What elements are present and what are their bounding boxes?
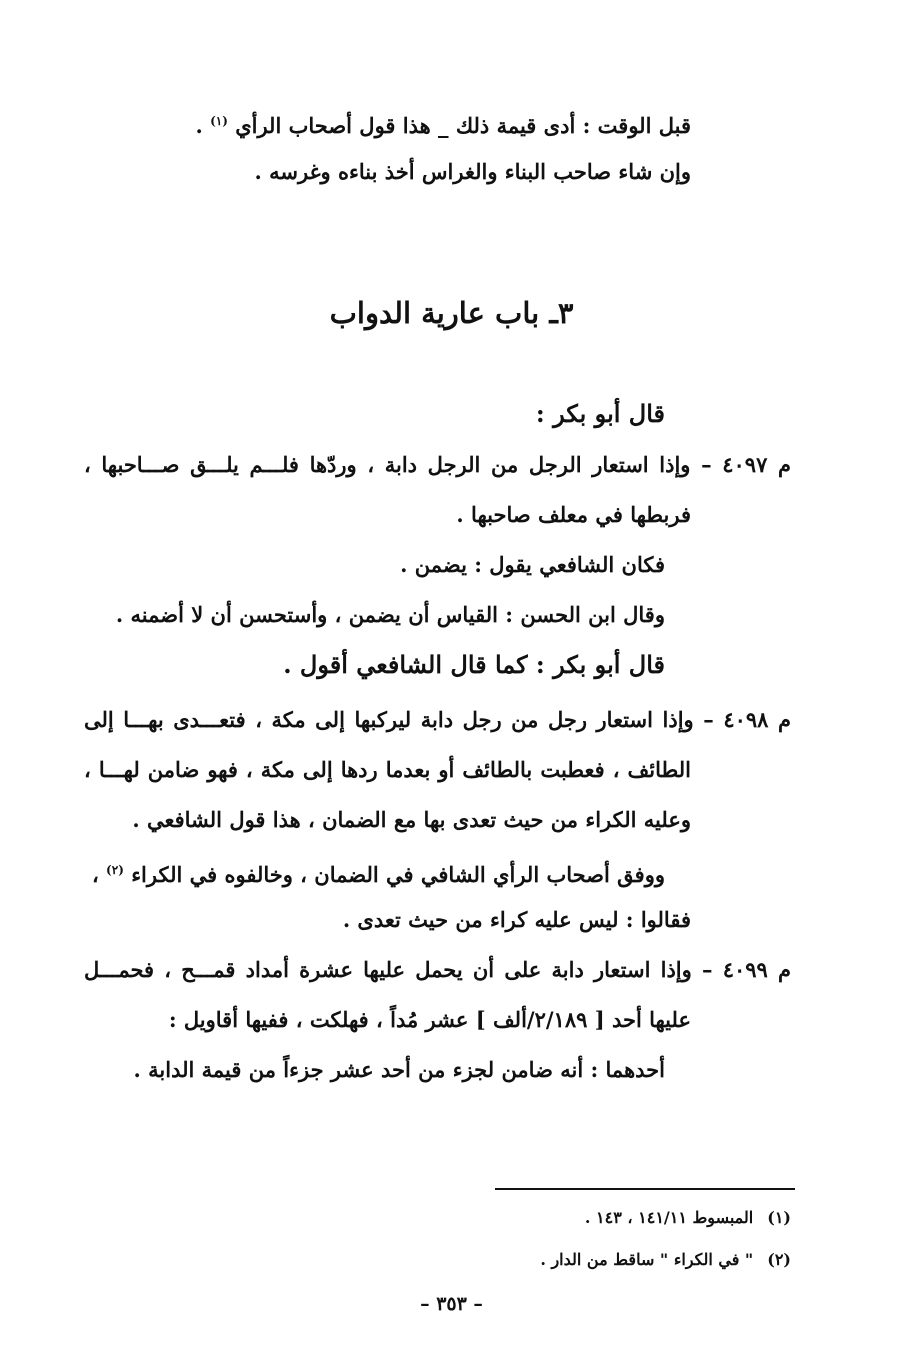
page-number: – ٣٥٣ – — [420, 1293, 483, 1315]
footnote-text: " في الكراء " ساقط من الدار . — [540, 1250, 754, 1269]
line-end: ، — [91, 862, 99, 887]
paragraph-line: فقالوا : ليس عليه كراء من حيث تعدى . — [342, 907, 691, 932]
footnote-mark: (١) — [767, 1208, 791, 1227]
paragraph-line — [195, 104, 691, 143]
paragraph-line: فكان الشافعي يقول : يضمن . — [400, 552, 665, 577]
section-heading: ٣ـ باب عارية الدواب — [329, 296, 574, 330]
line-text: قبل الوقت : أدى قيمة ذلك _ هذا قول أصحاب الرأي — [235, 113, 691, 138]
line-text: ووفق أصحاب الرأي الشافي في الضمان ، وخالفوه في الكراء — [131, 862, 665, 887]
entry-4098-line-1 — [84, 703, 791, 737]
entry-number: م ٤٠٩٩ – — [701, 957, 792, 982]
paragraph-line: وإن شاء صاحب البناء والغراس أخذ بناءه وغرسه . — [254, 159, 691, 184]
footnote-mark: (٢) — [767, 1250, 791, 1269]
footnote-1 — [585, 1208, 791, 1227]
footnote-reference: (٢) — [106, 863, 124, 877]
paragraph-line: الطائف ، فعطبت بالطائف أو بعدما ردها إلى مكة ، فهو ضامن لهـــا ، — [84, 757, 691, 782]
entry-4097-line-1 — [84, 448, 791, 482]
speaker-label: قال أبو بكر : — [535, 399, 665, 428]
speaker-label: قال أبو بكر : كما قال الشافعي أقول . — [283, 650, 665, 679]
paragraph-line: فربطها في معلف صاحبها . — [456, 502, 691, 527]
line-text: وإذا استعار دابة على أن يحمل عليها عشرة أمداد قمـــح ، فحمـــل — [84, 957, 692, 982]
line-end: . — [195, 113, 203, 138]
paragraph-line: أحدهما : أنه ضامن لجزء من أحد عشر جزءاً من قيمة الدابة . — [133, 1057, 665, 1082]
footnote-reference: (١) — [210, 114, 228, 128]
paragraph-line: وقال ابن الحسن : القياس أن يضمن ، وأستحسن أن لا أضمنه . — [115, 602, 665, 627]
line-text: وإذا استعار الرجل من الرجل دابة ، وردّها فلـــم يلـــق صـــاحبها ، — [84, 452, 691, 477]
footnote-text: المبسوط ١٤١/١١ ، ١٤٣ . — [584, 1208, 754, 1227]
paragraph-line: وعليه الكراء من حيث تعدى بها مع الضمان ، هذا قول الشافعي . — [132, 807, 691, 832]
line-text: وإذا استعار رجل من رجل دابة ليركبها إلى مكة ، فتعـــدى بهـــا إلى — [84, 707, 694, 732]
entry-4099-line-1 — [84, 953, 791, 987]
footnote-2 — [540, 1250, 791, 1269]
paragraph-line: عليها أحد [ ٢/١٨٩/ألف ] عشر مُداً ، فهلكت ، ففيها أقاويل : — [168, 1007, 691, 1032]
entry-number: م ٤٠٩٧ – — [701, 452, 791, 477]
paragraph-line — [92, 853, 665, 892]
footnote-divider — [495, 1188, 795, 1190]
entry-number: م ٤٠٩٨ – — [703, 707, 792, 732]
